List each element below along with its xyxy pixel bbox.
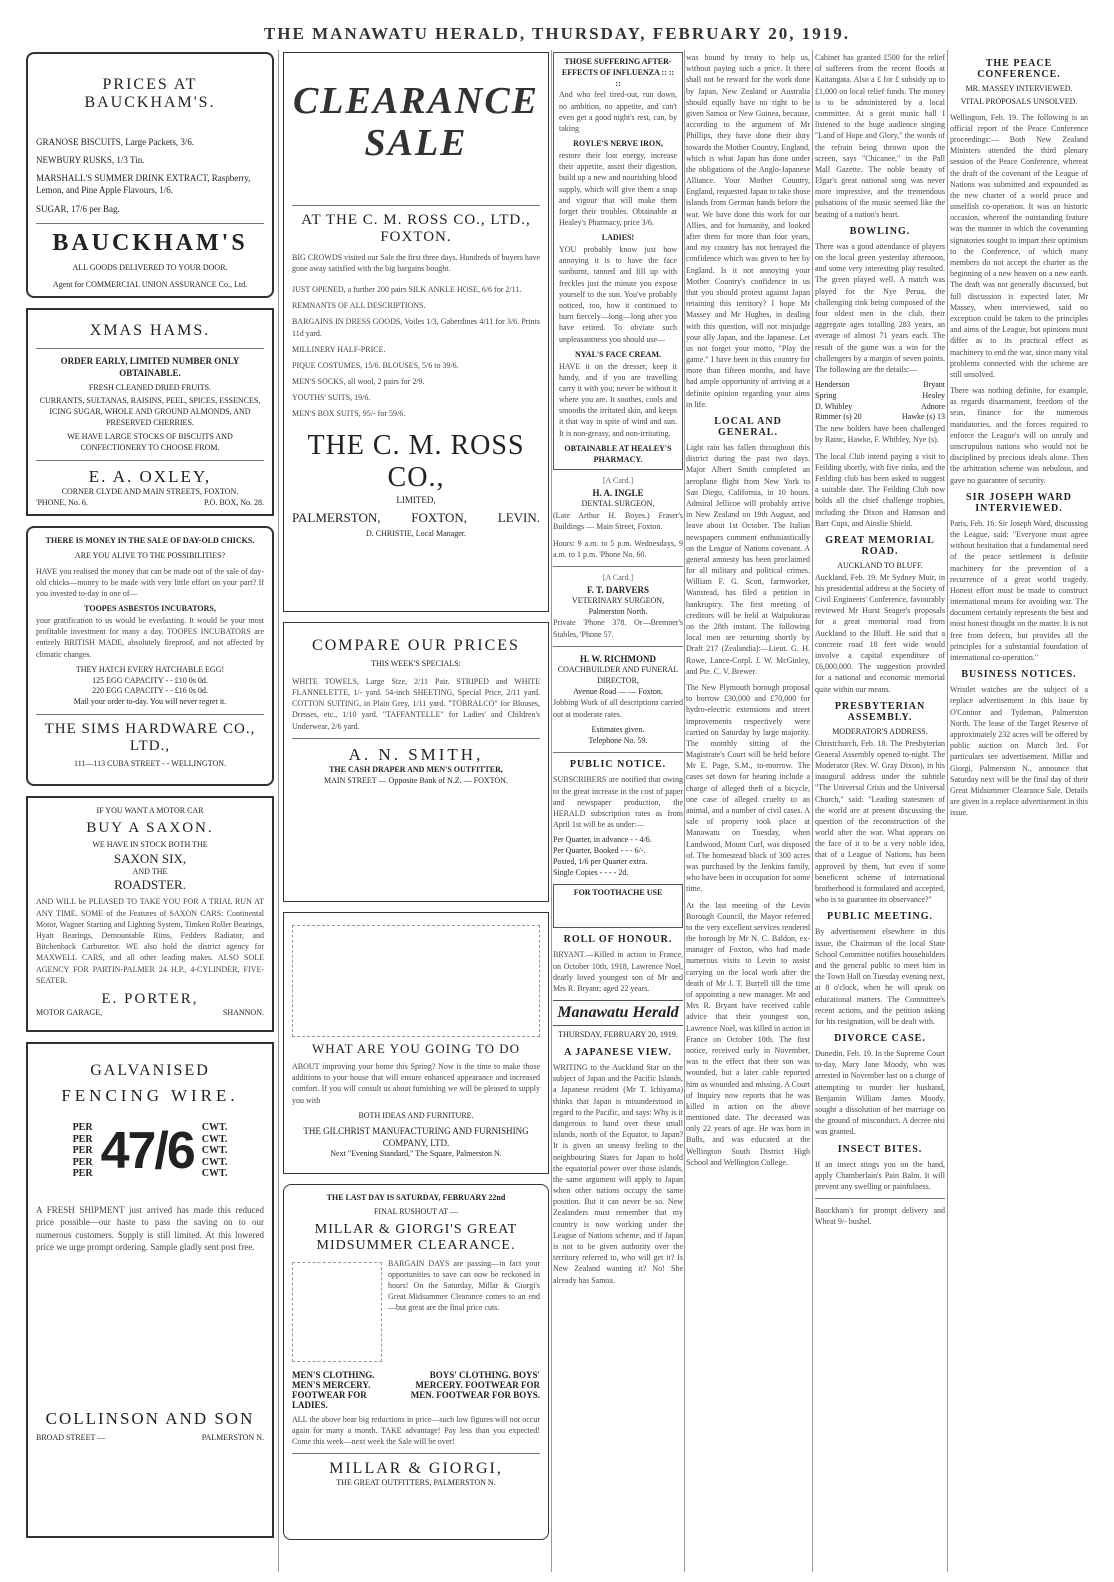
bowling-after: The new holders have been challenged by Rainc, Hawke, F. Whibley, Nye (s). (815, 424, 945, 445)
divider (36, 714, 264, 715)
ross-at: AT THE C. M. ROSS CO., LTD., FOXTON. (301, 211, 531, 245)
sims-address: 111—113 CUBA STREET - - WELLINGTON. (74, 758, 226, 768)
richmond-body: Jobbing Work of all descriptions carried out at moderate rates. (553, 698, 683, 719)
chicks-body2: your gratification to us would be everlasting. It would be your most profitable investment for many a day. TOOPES INCUBATORS are entirely BRITISH MADE, absolutely fireproof, and not affected by climatic changes. (36, 615, 264, 659)
column-2 (283, 52, 549, 1572)
saxon-top: IF YOU WANT A MOTOR CAR (96, 806, 204, 815)
millar-departments (292, 1370, 540, 1410)
column-rule (812, 50, 813, 1572)
presbyterian-sub: MODERATOR'S ADDRESS. (832, 726, 928, 736)
millar-departments-left: MEN'S CLOTHING. MEN'S MERCERY. FOOTWEAR FOR LADIES. (292, 1369, 375, 1410)
presbyterian-title: PRESBYTERIAN ASSEMBLY. (834, 700, 926, 723)
bauckham-note: Bauckham's for prompt delivery and Wheat 9/- bushel. (815, 1206, 945, 1227)
business-notices-title: BUSINESS NOTICES. (961, 669, 1077, 681)
wire-price-block (36, 1122, 264, 1180)
sims-advert (26, 526, 274, 786)
subscription-rate: Posted, 1/6 per Quarter extra. (553, 856, 648, 866)
oxley-box: P.O. BOX, No. 28. (203, 497, 264, 507)
compare-title: COMPARE OUR PRICES (312, 637, 520, 654)
bauckham-delivered: ALL GOODS DELIVERED TO YOUR DOOR. (72, 262, 228, 272)
column-rule (551, 50, 552, 1572)
business-notices-body: Wristlet watches are the subject of a replace advertisement in this issue by O'Connor and Tydeman, Palmerston North. The lease of the Target Reserve of approximately 232 acres will be offered by public auction on March 3rd. For particulars see advertisement. Millar and Giorgi, Palmerston N., announce that Saturday next will be the final day of their Great Midsummer Clearance Sale. Details are given in a replace advertisement in this issue. (950, 685, 1088, 818)
bauckham-title: PRICES AT BAUCKHAM'S. (84, 76, 216, 111)
gilchrist-address: Next "Evening Standard," The Square, Palmerston N. (330, 1148, 502, 1158)
public-meeting-title: PUBLIC MEETING. (826, 911, 934, 923)
bowling-row: Rimmer (s) 20 Hawke (s) 13 (815, 412, 945, 422)
gilchrist-illustration (292, 925, 540, 1037)
ross-town: FOXTON, (411, 509, 467, 525)
chicks-sub: ARE YOU ALIVE TO THE POSSIBILITIES? (74, 550, 226, 560)
cabinet-body: Cabinet has granted £500 for the relief of sufferers from the recent floods at Kaitangata. Also a £ for £ subsidy up to £1,000 on local relief funds. The money is to be administered by a local committee. At a great music hall I listened to the huge audience singing "Land of Hope and Glory," the words of the refrain being thrown upon the screen, says "Chicanee," in the Pall Mall Gazette. The noble beauty of Elgar's great national song was never more impressive, and the tremendous pulsations of the music seemed like the beating of a nation's heart. (815, 53, 945, 219)
divider (292, 205, 540, 206)
memorial-road-sub: AUCKLAND TO BLUFF. (837, 560, 923, 570)
millar-title: MILLAR & GIORGI'S GREAT MIDSUMMER CLEARANCE. (314, 1221, 518, 1253)
column-rule (947, 50, 948, 1572)
peace-conference-body-2: There was nothing definite, for example, as regards disarmament, freedom of the seas, finance for the numerous mandatories, and the forces required to enforce the League's will on unruly and unscrupulous nations who would not be disciplined by precious ideals alone. Then the arbitration scheme was nebulous, and gave no guarantee of security. (950, 386, 1088, 485)
memorial-road-body: Auckland, Feb. 19. Mr Sydney Muir, in his presidential address at the Society of Civil Engineers' Conference, favourably reviewed Mr Hurst Seager's proposals for a great memorial road from Auckland to the Bluff. He said that a concrete road 18 feet wide would involve a capital expenditure of £6,000,000. The suggestion provided for a national and economic memorial quite within our means. (815, 572, 945, 694)
wire-title-1: GALVANISED (90, 1062, 210, 1079)
ladies-product: NYAL'S FACE CREAM. (574, 349, 661, 359)
royles-nerve-iron-advert (553, 52, 683, 470)
japanese-view-title: A JAPANESE VIEW. (564, 1047, 672, 1058)
local-general-body: Light rain has fallen throughout this district during the past two days. Major Albert Smith completed an aeroplane flight from New York to San Diego, California, in 10 hours. Admiral Jellicoe will probably arrive in New Zealand on 19th August, and leave about 1st October. The Italian newspapers comment enthusiastically on the League of Nations covenant. A general amnesty has been proclaimed for all military and political crimes. William F. G. Scott, farmworker, Wanstead, has filed a petition in bankruptcy. The first meeting of creditors will be held at Waipukurau on the 28th instant. The following local men are returning shortly by Draft 217 (Zealandia):—Lieut. G. H. Rowe, Lance-Corpl. J. W. McGinley, and Pte. C. V. Brewer. (686, 443, 810, 676)
ladies-title: LADIES! (601, 233, 635, 243)
porter-advert (26, 796, 274, 1032)
collinson-footer (36, 1433, 264, 1444)
saxon-body: AND WILL be PLEASED TO TAKE YOU FOR A TRIAL RUN AT ANY TIME. SOME of the Features of SAXON CARS: Continental Motor, Wagner Starting and Lighting System, Timken Roller Bearings, Hyatt Bearings, Demountable Rims, Fedders Radiator, and Bitchenback Carburettor. WE also hold the district agency for MAXWELL CARS, and all other leading makes. ALSO SOLE AGENCY FOR PARTIN-PALMER 24 H.P., 4-CYLINDER, FIVE-SEATER. (36, 897, 264, 985)
ladies-body-2: HAVE it on the dresser, keep it handy, and if you are travelling carry it with you; never be without it where you are. It soothes, cools and smooths the irritated skin, and keeps it that way in spite of wind and sun. It is non-greasy, and non-irritating. (559, 361, 677, 438)
xmas-fresh: FRESH CLEANED DRIED FRUITS. (88, 383, 212, 393)
peace-conference-body: Wellington, Feb. 19. The following is an official report of the Peace Conference proceedings:— Both New Zealand Ministers attended the third plenary session of the Peace Conference, whereat the draft of the covenant of the League of Nations was submitted and expounded as the new charter of a world peace and unselfish co-operation. It was an historic occasion, whereof the outstanding feature was the manner in which the covenanting signatories sought to impart their optimism to the Conference, of which many members do not accept the charter as the beginning of a new heaven on a new earth. The draft was not generally discussed, but full discussion is expected later. Mr Massey, when interviewed, said no exception could be taken to the principles and aims of the League, but opinions must differ as to its practical effect as machinery to end the war, since many vital problems connected with the scheme are still unsolved. (950, 112, 1088, 379)
oxley-name: E. A. OXLEY, (88, 467, 212, 487)
column-rule (278, 50, 279, 1572)
oxley-phone: 'PHONE, No. 6. (36, 497, 88, 507)
divorce-case-title: DIVORCE CASE. (834, 1033, 926, 1045)
collinson-left: BROAD STREET — (36, 1432, 106, 1442)
ross-item: YOUTHS' SUITS, 19/6. (292, 393, 371, 403)
millar-body-row (292, 1258, 540, 1366)
ross-name: THE C. M. ROSS CO., (307, 429, 525, 493)
oxley-address: CORNER CLYDE AND MAIN STREETS, FOXTON. (61, 487, 239, 497)
roll-of-honour-body: BRYANT.—Killed in action in France, on October 10th, 1918, Lawrence Noel, dearly loved youngest son of Mr and Mrs R. Bryant; aged 22 years. (553, 950, 683, 994)
compare-sub: THIS WEEK'S SPECIALS: (371, 659, 461, 668)
ingle-body: (Late Arthur H. Boyes.) Fraser's Buildings — Main Street, Foxton. (553, 511, 683, 532)
millar-body: BARGAIN DAYS are passing—in fact your opportunities to save can now be reckoned in hours! On the Saturday, Millar & Giorgi's Great Midsummer Clearance comes to an end—but great are the final price cuts. (388, 1258, 540, 1313)
ross-item: REMNANTS OF ALL DESCRIPTIONS. (292, 301, 426, 311)
divider (553, 752, 683, 753)
darvers-phone: Private 'Phone 378. Or—Bremner's Stables, 'Phone 57. (553, 618, 683, 639)
millar-bottom: ALL the above bear big reductions in price—such low figures will not occur again for many a month. TAKE advantage! Pay less than you expected! Come this week—next week the Sale will be over! (292, 1414, 540, 1446)
chicks-title: THERE IS MONEY IN THE SALE OF DAY-OLD CHICKS. (45, 536, 255, 545)
divider (815, 1198, 945, 1199)
ingle-hours: Hours: 9 a.m. to 5 p.m. Wednesdays, 9 a.m. to 1 p.m. 'Phone No. 60. (553, 538, 683, 559)
insect-bites-body: If an insect stings you on the hand, apply Chamberlain's Pain Balm. It will prevent any swelling or painfulness. (815, 1159, 945, 1191)
millar-departments-right: BOYS' CLOTHING. BOYS' MERCERY. FOOTWEAR FOR MEN. FOOTWEAR FOR BOYS. (410, 1369, 540, 1400)
public-notice-title: PUBLIC NOTICE. (569, 759, 667, 771)
saxon-title: BUY A SAXON. (86, 819, 214, 836)
ingle-name: H. A. INGLE (592, 488, 644, 499)
insect-bites-title: INSECT BITES. (837, 1143, 923, 1155)
xmas-title: XMAS HAMS. (89, 322, 211, 339)
ingle-title: DENTAL SURGEON, (581, 499, 655, 509)
bauckham-advert (26, 52, 274, 298)
xmas-stocks: WE HAVE LARGE STOCKS OF BISCUITS AND CONFECTIONERY TO CHOOSE FROM. (67, 432, 233, 453)
divorce-case-body: Dunedin, Feb. 19. In the Supreme Court to-day, Mary Jane Moody, who was arrested in November last on a charge of attempting to murder her husband, Benjamin William James Moody, sought a dissolution of her marriage on the ground of misconduct. A decree nisi was granted. (815, 1049, 945, 1137)
masthead: THE MANAWATU HERALD, THURSDAY, FEBRUARY 20, 1919. (263, 24, 851, 43)
porter-name: E. PORTER, (101, 990, 199, 1007)
saxon-stock: WE HAVE IN STOCK BOTH THE (92, 839, 208, 849)
presbyterian-body: Christchurch, Feb. 18. The Presbyterian General Assembly opened to-night. The Moderator (Rev. W. Gray Dixon), in his inaugural address under the subtitle "The Universal Crisis and the Universal Church," said: "Leading statesmen of the world are at present discussing the question of the reconstruction of the world after the war. What appears on the face of it to be a very noble idea, that of a League of Nations, has been approved by them, but even if some beneficent scheme of international brotherhood is formulated and accepted, who is to guarantee its observance?" (815, 738, 945, 905)
millar-name: MILLAR & GIORGI, (329, 1460, 503, 1478)
card-label: [A Card.] (602, 572, 634, 582)
chicks-product: TOOPES ASBESTOS INCUBATORS, (84, 604, 216, 614)
gilchrist-question: WHAT ARE YOU GOING TO DO (311, 1041, 521, 1056)
porter-footer (36, 1008, 264, 1019)
richmond-telephone: Telephone No. 59. (588, 735, 648, 745)
subscription-rate: Per Quarter, Booked - - - 6/-. (553, 846, 646, 856)
ward-interview-body: Paris, Feb. 16. Sir Joseph Ward, discussing the League, said: "Everyone must agree without hesitation that a fundamental need of the peace settlement is definite machinery for the prevention of a recurrence of a great world tragedy. Honest effort must be made to construct international means for avoiding war. The document certainly represents the best and most honest thought on the matter. It is not free from defects, but provides all the principles for a substantial foundation of international co-operation." (950, 518, 1088, 663)
card-label: [A Card.] (602, 476, 634, 486)
flu-body-2: restore their lost energy, increase their appetite, assist their digestion, build up a new and nourishing blood supply, which will give them a snap and vigour that will make them forget their troubles. Obtainable at Healey's Pharmacy, price 3/6. (559, 150, 677, 228)
column-1 (26, 52, 274, 1572)
clearance-sale-banner: CLEARANCE SALE (292, 80, 540, 164)
chicks-capacity: 125 EGG CAPACITY - - £10 0s 0d. (92, 675, 208, 685)
ross-item: MEN'S BOX SUITS, 95/- for 59/6. (292, 409, 406, 419)
ross-item: JUST OPENED, a further 200 pairs SILK ANKLE HOSE, 6/6 for 2/11. (292, 284, 522, 294)
column-4 (686, 52, 810, 1572)
ladies-body: YOU probably know just how annoying it is to have the face sunburnt, tanned and fill up with freckles just the minute you expose yourself to the sun. You've probably noticed, too, how it continued to burn fiercely—long—long after you have retired. To obviate such unpleasantness you should use— (559, 245, 677, 344)
smith-address: MAIN STREET — Opposite Bank of N.Z. — FOXTON. (324, 775, 508, 785)
compare-body: WHITE TOWELS, Large Size, 2/11 Pair. STRIPED and WHITE FLANNELETTE, 1/- yard. 54-inch SHEETING, Special Price, 2/11 yard. COTTON SUITING, in Plain Grey, 1/11 yard. "TOBRALCO" for Blouses, Dresses, etc., 1/10 yard. "TAFFANTELLE" for Ladies' and Children's Underwear, 2/6 yard. (292, 676, 540, 731)
divider (292, 1453, 540, 1454)
flu-title: THOSE SUFFERING AFTER-EFFECTS OF INFLUENZA :: :: :: (561, 57, 675, 88)
xmas-list: CURRANTS, SULTANAS, RAISINS, PEEL, SPICES, ESSENCES, ICING SUGAR, WHOLE AND GROUND ALMONDS, AND PRESERVED CHERRIES. (39, 396, 261, 427)
ross-advert (283, 52, 549, 612)
millar-illustration (292, 1262, 382, 1362)
bauckham-item: SUGAR, 17/6 per Bag. (36, 203, 120, 214)
chicks-hatch: THEY HATCH EVERY HATCHABLE EGG! (75, 664, 225, 674)
local-club-body: The local Club intend paying a visit to Feilding shortly, with five rinks, and the Feilding club has been asked to suggest a suitable date. The Feilding Club now holds all the chief challenge trophies, including the Dixon and Hamson and Barr Cups, and Ainslie Shield. (815, 451, 945, 528)
bowling-row: Spring Healey (815, 390, 945, 400)
sims-name: THE SIMS HARDWARE CO., LTD., (44, 720, 256, 754)
peace-conference-title: THE PEACE CONFERENCE. (977, 58, 1061, 80)
gilchrist-body: ABOUT improving your home this Spring? Now is the time to make those additions to your house that will ensure enhanced appearance and increased comfort. If you will consult us about furnishing we will be pleased to supply you with (292, 1062, 540, 1105)
column-3 (553, 52, 683, 1572)
bowling-row: Henderson Bryant (815, 380, 945, 390)
ross-item: PIQUE COSTUMES, 15/6. BLOUSES, 5/6 to 39/6. (292, 360, 459, 370)
bowling-title: BOWLING. (849, 225, 911, 237)
ross-town: PALMERSTON, (292, 509, 381, 525)
ross-crowds: BIG CROWDS visited our Sale the first three days. Hundreds of buyers have gone away satisfied with the big bargains bought. (292, 252, 540, 273)
divider (36, 348, 264, 349)
local-general-body-2: The New Plymouth borough proposal to borrow £30,000 and £70,000 for hydro-electric extensions and street improvements respectively were carried on Saturday by large majority. The monthly sitting of the Magistrate's Court will be held before Mr E. Page, S.M., to-morrow. The cases set down for hearing include a charge of alleged theft of a bicycle, one case of alleged cruelty to an animal, and a number of civil cases. A sale of property took place at Manawatu on Tuesday, when Landwood, Mount Curl, was disposed of. The homestead block of 300 acres was purchased by the Jenkins family, who have been in occupation for some time. (686, 682, 810, 894)
bauckham-name: BAUCKHAM'S (52, 229, 248, 256)
wire-title-2: FENCING WIRE. (61, 1086, 239, 1105)
ward-interview-title: SIR JOSEPH WARD INTERVIEWED. (966, 491, 1072, 514)
column-6 (950, 52, 1088, 1572)
local-general-title: LOCAL AND GENERAL. (714, 416, 782, 438)
peace-conference-sub-1: MR. MASSEY INTERVIEWED. (965, 84, 1073, 93)
subscription-rate: Single Copies - - - - 2d. (553, 867, 629, 877)
toothache-advert (553, 884, 683, 928)
bauckham-agent: Agent for COMMERCIAL UNION ASSURANCE Co., Ltd. (52, 279, 248, 289)
collinson-advert (26, 1042, 274, 1538)
darvers-name: F. T. DARVERS (586, 584, 650, 595)
richmond-estimates: Estimates given. (591, 724, 645, 734)
bauckham-item: NEWBURY RUSKS, 1/3 Tin. (36, 155, 145, 166)
column-5 (815, 52, 945, 1572)
wire-price: 47/6 (100, 1121, 194, 1180)
divider (36, 223, 264, 224)
millar-address: THE GREAT OUTFITTERS, PALMERSTON N. (336, 1478, 496, 1488)
divider (292, 738, 540, 739)
collinson-right: PALMERSTON N. (201, 1432, 264, 1442)
oxley-advert (26, 308, 274, 516)
toothache-title: FOR TOOTHACHE USE (573, 888, 663, 898)
ross-item: MILLINERY HALF-PRICE. (292, 344, 386, 354)
japanese-view-body: WRITING to the Auckland Star on the subject of Japan and the Pacific Islands, a Japanese resident (Mr T. Ichiyama) thinks that Japan is misunderstood in regard to the Pacific, and says: Why is it dangerous to hand over these small islands, north of the Equator, to Japan? It is given an uneasy feeling to the neighbouring States for Japan to hold the equatorial power over those islands, the same argument will apply to Japan when other nations occupy the same position. But it can never be so. New Zealanders must remember that my country is now working under the League of Nations scheme, and if Japan is not to be given authority over the territory referred to, who will get it? Is New Zealand wanting it? No! She already has Samoa. (553, 1063, 683, 1285)
ross-limited: LIMITED, (396, 494, 436, 505)
ross-town: LEVIN. (497, 509, 540, 525)
roll-of-honour-title: ROLL OF HONOUR. (563, 934, 673, 946)
bowling-row: D. Whibley Adnore (815, 401, 945, 411)
public-meeting-body: By advertisement elsewhere in this issue, the Chairman of the local State School Committee notifies householders and the general public to meet him in the Town Hall on Tuesday evening next, at 8 o'clock, when he will speak on educational matters. The Committee's recent actions, and the petition asking for his resignation, will be dealt with. (815, 927, 945, 1026)
wire-unit-column: CWT. CWT. CWT. CWT. CWT. (201, 1122, 228, 1179)
bauckham-item: GRANOSE BISCUITS, Large Packets, 3/6. (36, 137, 195, 147)
saxon-roadster: ROADSTER. (114, 877, 186, 893)
herald-logo: Manawatu Herald (553, 1000, 683, 1026)
divider (553, 646, 683, 647)
xmas-order: ORDER EARLY, LIMITED NUMBER ONLY OBTAINABLE. (60, 356, 240, 379)
peace-conference-sub-2: VITAL PROPOSALS UNSOLVED. (960, 96, 1078, 106)
collinson-name: COLLINSON AND SON (45, 1408, 255, 1428)
millar-giorgi-advert (283, 1184, 549, 1540)
divider (553, 566, 683, 567)
saxon-and: AND THE (132, 866, 168, 876)
ross-item: BARGAINS IN DRESS GOODS, Voiles 1/3, Gaberdines 4/11 for 3/6. Prints 11d yard. (292, 317, 540, 338)
richmond-title: COACHBUILDER AND FUNERAL DIRECTOR, (557, 664, 679, 685)
levin-body: At the last meeting of the Levin Borough Council, the Mayor referred to the very excellent services rendered the borough by Mr N. C. Baldon, ex-manager of Foxton, who had made numerous visits to Levin to assist carrying on the local work after the death of Mr J. T. Burrell till the time of appointing a new manager. Mr and Mrs R. Bryant have received cable advice that their youngest son, Lawrence Noel, was killed in action in France on October 10th. The first notice, received early in November, was to the effect that their son was wounded, but a later cable reported him as wounded and missing. A Court of Inquiry now reports that he was killed in action on the above mentioned date. The deceased was only 22 years of age. He was born in Bulls, and was educated at the Wellington South District High School and Wellington College. (686, 900, 810, 1167)
ladies-obtain: OBTAINABLE AT HEALEY'S PHARMACY. (564, 443, 672, 464)
porter-right: SHANNON. (222, 1007, 264, 1017)
smith-name: A. N. SMITH, (348, 744, 484, 764)
divider (36, 460, 264, 461)
column-rule (684, 50, 685, 1572)
bauckham-item: MARSHALL'S SUMMER DRINK EXTRACT, Raspberry, Lemon, and Pine Apple Flavours, 1/6. (36, 173, 251, 196)
millar-top: THE LAST DAY IS SATURDAY, FEBRUARY 22nd (326, 1193, 506, 1202)
chicks-mail: Mail your order to-day. You will never regret it. (73, 697, 227, 707)
darvers-address: Palmerston North. (588, 606, 648, 616)
ross-item: MEN'S SOCKS, all wool, 2 pairs for 2/9. (292, 377, 425, 387)
darvers-title: VETERINARY SURGEON, (571, 595, 665, 605)
chicks-body: HAVE you realised the money that can be made out of the sale of day-old chicks—money to be made with very little effort on your part? If you invested to-day in one of— (36, 566, 264, 598)
porter-left: MOTOR GARAGE, (36, 1007, 103, 1017)
memorial-road-title: GREAT MEMORIAL ROAD. (825, 534, 935, 557)
wire-body: A FRESH SHIPMENT just arrived has made this reduced price possible—our haste to pass the saving on to our numerous customers. Supply is still limited. At this lowered price we urge prompt ordering. Sample gladly sent post free. (36, 1204, 264, 1253)
public-notice-body: SUBSCRIBERS are notified that owing to the great increase in the cost of paper and newspaper production, the HERALD subscription rates as from April 1st will be as under:— (553, 775, 683, 830)
treaty-article-body: was bound by treaty to help us, without paying such a price. It there shall not be reward for the work done by Japan, New Zealand or Australia should equally have no right to be given Samoa or New Guinea, because, according to the argument of Mr Phillips, they have done their duty towards the Mother Country, England, which is what Japan has done under the obligations of the Anglo-Japanese Alliance. Your Mother Country, England, requested Japan to take those islands from German hands before the war. We have done this work for our Allies, and for humanity, and looked after them for more than four years, and my country has not betrayed the confidence which was given to her by England. Is it not annoying your Mother Country's confidence in us that you should protest against Japan retaining this territory? I hope Mr Massey and Mr Hughes, in dealing with this question, will not misjudge your ally Japan, and the Japanese. Let us not forget your motto, "Play the game." I have been in this country for more than fifteen months, and have had ample opportunity of arriving at a definite opinion regarding your aims in life. (686, 53, 810, 409)
flu-product: ROYLE'S NERVE IRON, (573, 139, 663, 149)
smith-trade: THE CASH DRAPER AND MEN'S OUTFITTER, (329, 764, 503, 774)
wire-per-column: PER PER PER PER PER (72, 1122, 93, 1179)
ross-towns (292, 510, 540, 526)
herald-date: THURSDAY, FEBRUARY 20, 1919. (558, 1030, 678, 1040)
saxon-six: SAXON SIX, (113, 850, 187, 866)
gilchrist-both: BOTH IDEAS AND FURNITURE. (358, 1110, 474, 1120)
smith-advert (283, 622, 549, 902)
richmond-address: Avenue Road — — Foxton. (573, 686, 663, 696)
ross-manager: D. CHRISTIE, Local Manager. (366, 528, 466, 538)
millar-rush: FINAL RUSHOUT AT — (373, 1206, 459, 1216)
richmond-name: H. W. RICHMOND (579, 653, 656, 664)
bowling-body: There was a good attendance of players on the local green yesterday afternoon, and some very interesting play resulted. The green played well. A match was played for the Nye Perua, the challenging rink being composed of the four oldest men in the club, their aggregate ages totalling 283 years, an average of almost 71 years each. The result of the game was a win for the challengers by a margin of seven points. The following are the details:— (815, 241, 945, 374)
gilchrist-name: THE GILCHRIST MANUFACTURING AND FURNISHING COMPANY, LTD. (303, 1125, 529, 1148)
subscription-rate: Per Quarter, in advance - - 4/6. (553, 835, 652, 845)
chicks-capacity: 220 EGG CAPACITY - - £16 0s 0d. (92, 686, 208, 696)
oxley-contact (36, 498, 264, 509)
gilchrist-advert (283, 912, 549, 1174)
flu-body: And who feel tired-out, run down, no ambition, no appetite, and can't even get a good night's rest, can, by taking (559, 90, 677, 133)
